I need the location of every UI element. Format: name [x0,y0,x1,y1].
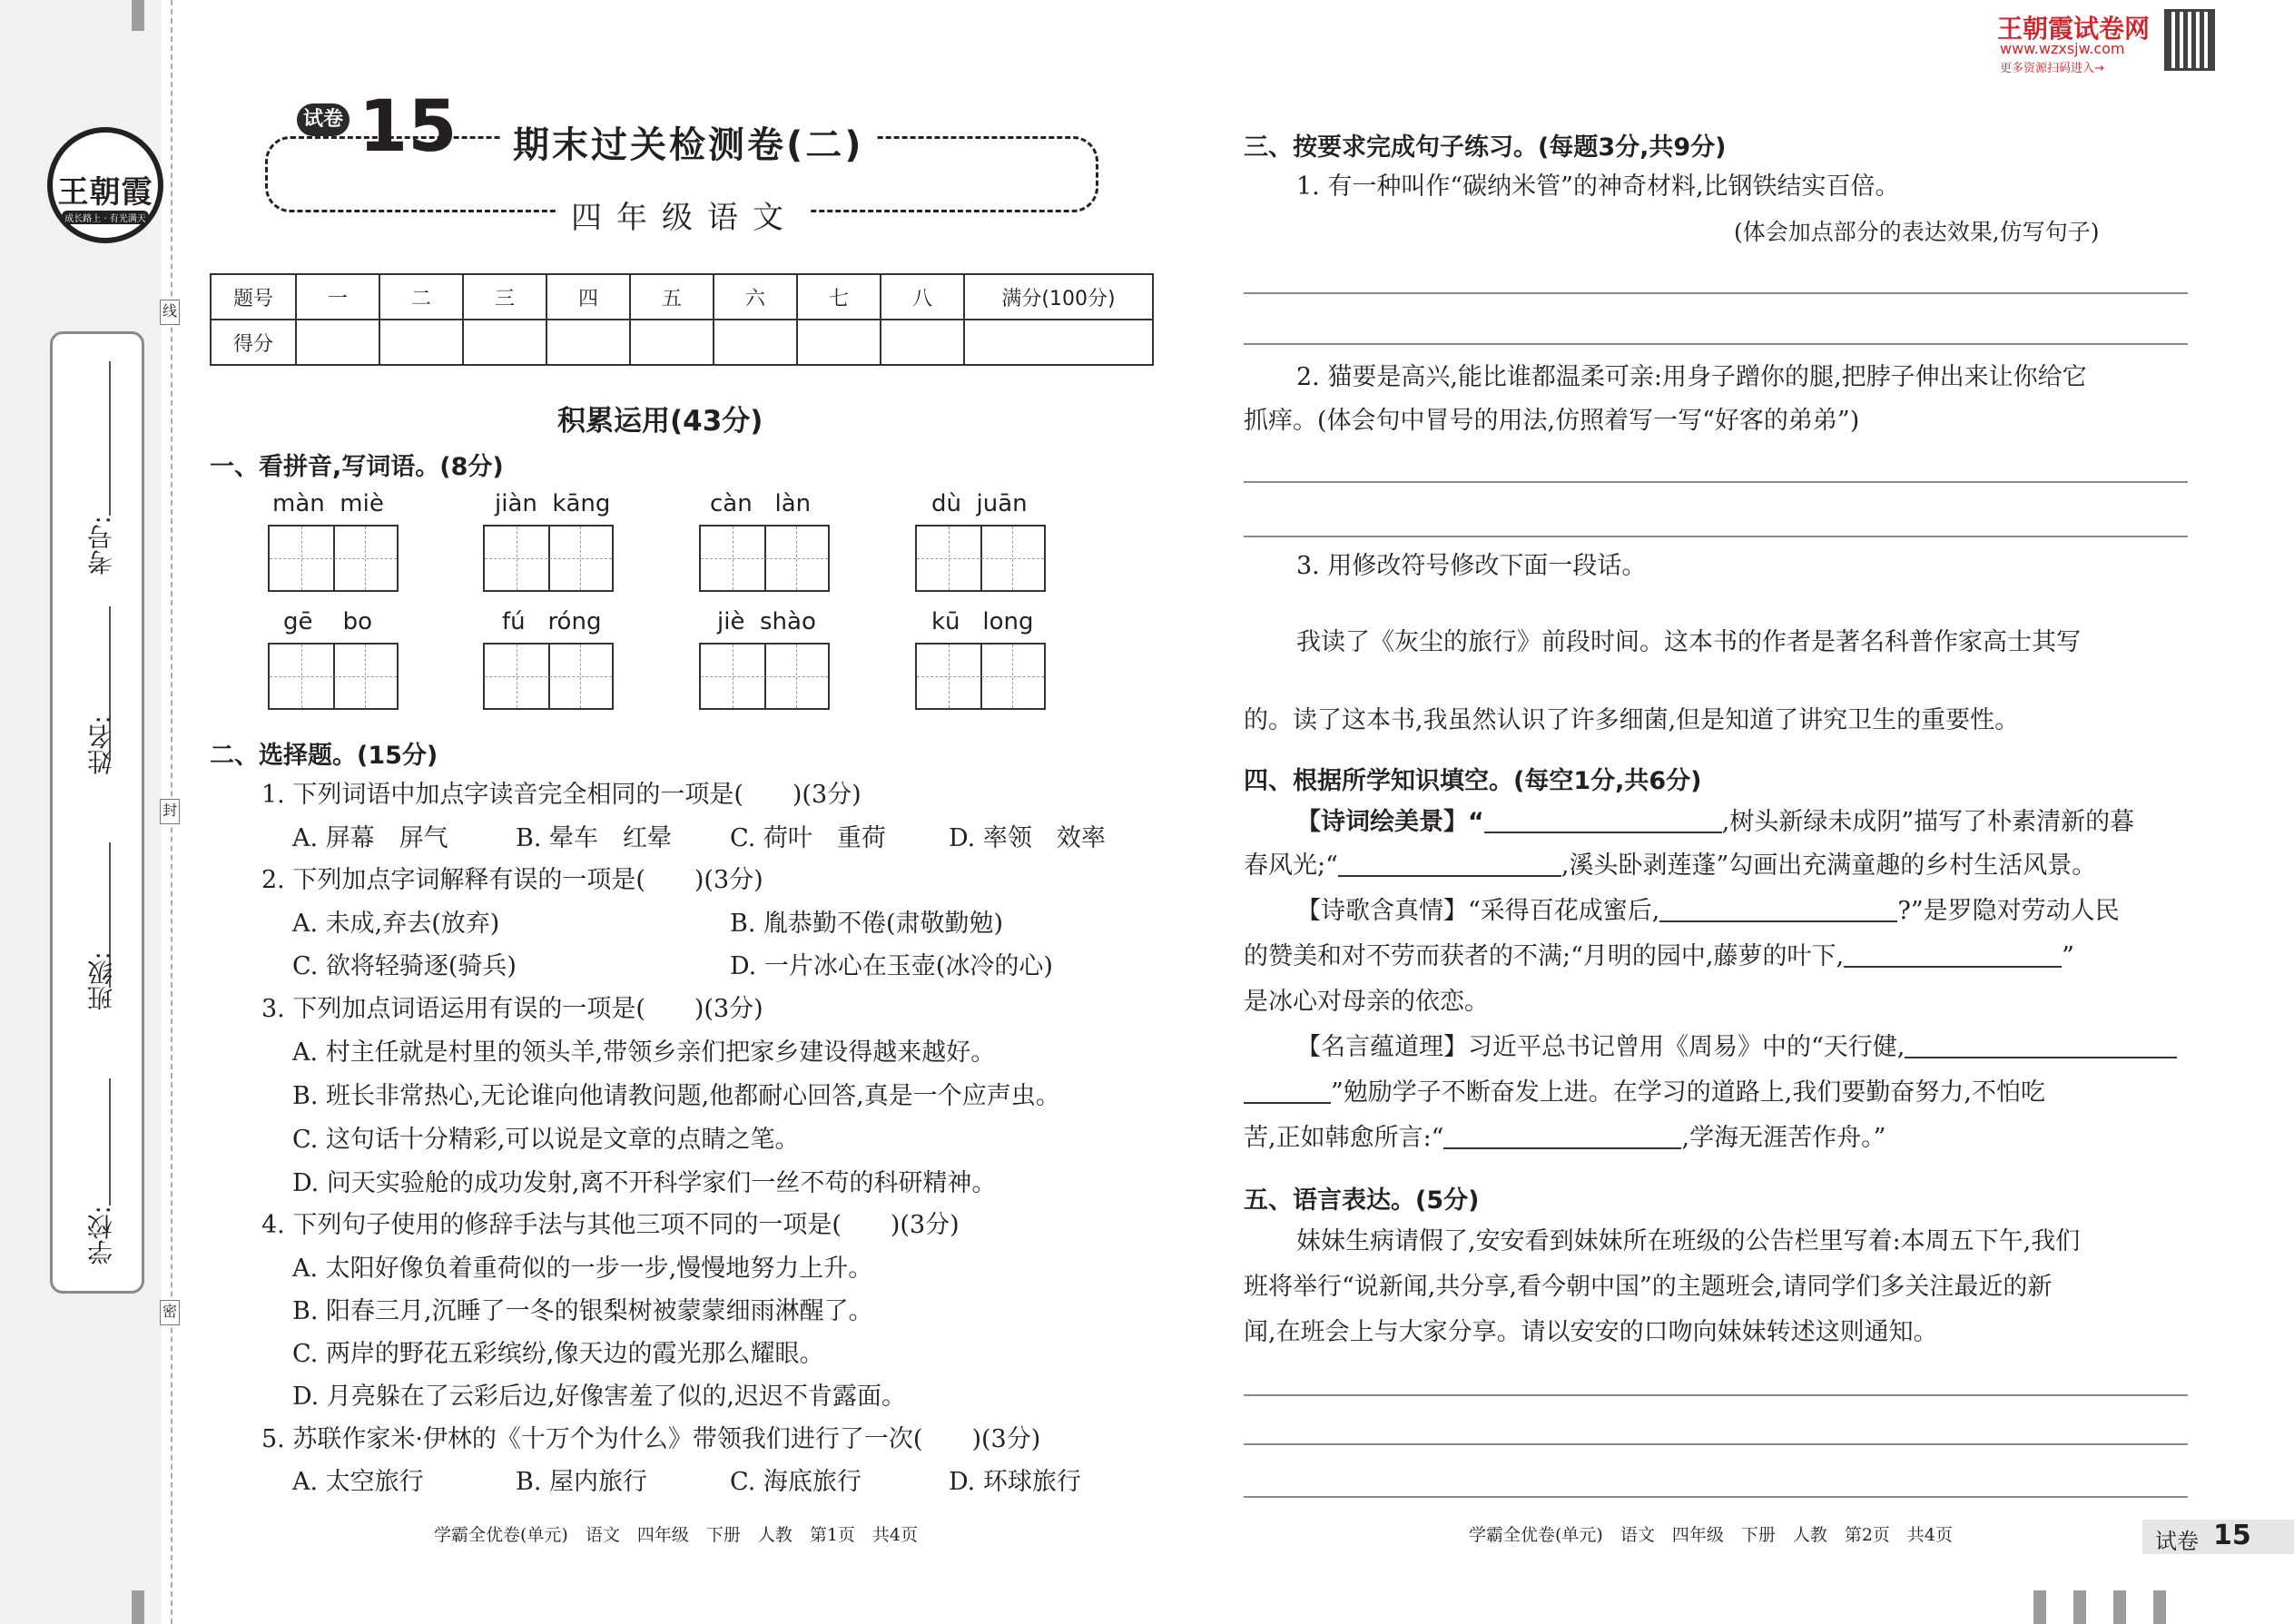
writing-grid[interactable] [483,643,614,710]
pinyin: kū long [931,608,1034,635]
page-subtitle: 四年级语文 [558,192,811,237]
edge-mark [2113,1590,2126,1624]
paper-badge: 试卷 [297,103,350,136]
sentence-question: 1. 有一种叫作“碳纳米管”的神奇材料,比钢铁结实百倍。 [1296,172,1900,201]
brand-name: 王朝霞试卷网 [1997,14,2151,44]
fill-blank[interactable] [1443,1122,1681,1149]
choice-option[interactable]: D. 环球旅行 [949,1468,1081,1496]
fill-line: 苦,正如韩愈所言:“ ,学海无涯苦作舟。” [1244,1124,1886,1152]
choice-option[interactable]: D. 月亮躲在了云彩后边,好像害羞了似的,迟迟不肯露面。 [292,1383,907,1411]
fill-line: 【名言蕴道理】习近平总书记曾用《周易》中的“天行健, [1296,1029,2177,1066]
score-row-label: 得分 [211,320,296,365]
answer-line[interactable] [1244,292,2188,294]
fill-blank[interactable] [1244,1077,1331,1104]
choice-option[interactable]: B. 晕车 红晕 [516,824,673,852]
choice-option[interactable]: A. 未成,弃去(放弃) [292,910,500,938]
score-cell: 六 [714,274,797,320]
score-header-row [211,274,1153,320]
fill-line: 是冰心对母亲的依恋。 [1244,988,1489,1016]
question-stem: 3. 下列加点词语运用有误的一项是( )(3分) [261,995,763,1023]
edge-mark [2153,1590,2166,1624]
fill-line: ”勉励学子不断奋发上进。在学习的道路上,我们要勤奋努力,不怕吃 [1244,1075,2045,1111]
choice-option[interactable]: C. 海底旅行 [730,1468,861,1496]
brand-logo [47,127,163,243]
school-label: 学校: [86,1206,116,1265]
score-input[interactable] [379,320,463,365]
score-cell: 四 [546,274,630,320]
section-2-heading: 二、选择题。(15分) [210,742,438,770]
choice-option[interactable]: B. 胤恭勤不倦(肃敬勤勉) [730,910,1004,938]
fill-line: 春风光;“ ,溪头卧剥莲蓬”勾画出充满童趣的乡村生活风景。 [1244,851,2097,880]
score-cell: 三 [463,274,546,320]
pinyin: gē bo [283,608,372,635]
answer-line[interactable] [1244,481,2188,483]
section-3-heading: 三、按要求完成句子练习。(每题3分,共9分) [1244,133,1727,162]
score-input[interactable] [463,320,546,365]
part-title: 积累运用(43分) [557,405,763,438]
student-info-box [50,331,144,1294]
fill-blank[interactable] [1905,1031,2177,1058]
writing-grid[interactable] [268,643,399,710]
score-cell: 七 [797,274,881,320]
choice-option[interactable]: D. 一片冰心在玉壶(冰冷的心) [730,952,1053,980]
pinyin: jiàn kāng [495,490,611,517]
score-input[interactable] [296,320,379,365]
score-cell: 题号 [211,274,296,320]
pinyin: dù juān [931,490,1028,517]
writing-grid[interactable] [268,525,399,592]
choice-option[interactable]: C. 荷叶 重荷 [730,824,886,852]
fill-blank[interactable] [1844,940,2062,968]
page-tab [2142,1520,2294,1554]
choice-option[interactable]: B. 班长非常热心,无论谁向他请教问题,他都耐心回答,真是一个应声虫。 [292,1082,1060,1110]
question-stem: 5. 苏联作家米·伊林的《十万个为什么》带领我们进行了一次( )(3分) [261,1425,1041,1453]
logo-name: 王朝霞 [57,174,153,211]
prompt-text: 闻,在班会上与大家分享。请以安安的口吻向妹妹转述这则通知。 [1244,1318,1938,1346]
choice-option[interactable]: A. 屏幕 屏气 [292,824,448,852]
section-5-heading: 五、语言表达。(5分) [1244,1186,1480,1215]
answer-line[interactable] [1244,1496,2188,1498]
edge-mark [132,1590,144,1624]
score-cell: 一 [296,274,379,320]
brand-url[interactable]: www.wzxsjw.com [2000,40,2125,57]
score-table [210,273,1154,366]
choice-option[interactable]: C. 这句话十分精彩,可以说是文章的点睛之笔。 [292,1126,800,1154]
sentence-question: 3. 用修改符号修改下面一段话。 [1296,552,1647,580]
logo-slogan: 成长路上 · 有光满天 [62,211,149,224]
revise-paragraph[interactable]: 我读了《灰尘的旅行》前段时间。这本书的作者是著名科普作家高士其写 [1296,628,2081,656]
pinyin: càn làn [710,490,812,517]
score-cell: 二 [379,274,463,320]
seal-mark-feng: 封 [160,799,180,824]
sentence-question: 2. 猫要是高兴,能比谁都温柔可亲:用身子蹭你的腿,把脖子伸出来让你给它 [1296,363,2087,391]
choice-option[interactable]: C. 两岸的野花五彩缤纷,像天边的霞光那么耀眼。 [292,1340,824,1368]
page-title: 期末过关检测卷(二) [502,116,875,168]
revise-paragraph[interactable]: 的。读了这本书,我虽然认识了许多细菌,但是知道了讲究卫生的重要性。 [1244,706,2020,734]
pinyin: màn miè [272,490,384,517]
fill-blank[interactable] [1338,850,1561,877]
fill-blank[interactable] [1484,806,1722,833]
fill-line: 【诗词绘美景】“ ,树头新绿未成阴”描写了朴素清新的暮 [1296,808,2135,836]
choice-option[interactable]: A. 太空旅行 [292,1468,424,1496]
class-label: 班级: [86,951,116,1011]
answer-line[interactable] [1244,1394,2188,1396]
choice-option[interactable]: B. 阳春三月,沉睡了一冬的银梨树被蒙蒙细雨淋醒了。 [292,1297,873,1325]
question-stem: 1. 下列词语中加点字读音完全相同的一项是( )(3分) [261,781,861,809]
choice-option[interactable]: B. 屋内旅行 [516,1468,648,1496]
writing-grid[interactable] [483,525,614,592]
edge-mark [2033,1590,2046,1624]
school-line [109,1078,111,1206]
pinyin: jiè shào [717,608,816,635]
choice-option[interactable]: A. 太阳好像负着重荷似的一步一步,慢慢地努力上升。 [292,1255,873,1283]
paper-number: 15 [359,86,458,168]
score-cell: 八 [881,274,964,320]
writing-grid[interactable] [699,643,830,710]
score-cell: 五 [630,274,714,320]
seal-mark-xian: 线 [160,300,180,325]
edge-mark [2073,1590,2086,1624]
prompt-text: 妹妹生病请假了,安安看到妹妹所在班级的公告栏里写着:本周五下午,我们 [1296,1227,2081,1255]
score-input[interactable] [881,320,964,365]
question-stem: 4. 下列句子使用的修辞手法与其他三项不同的一项是( )(3分) [261,1211,960,1239]
writing-grid[interactable] [915,525,1046,592]
footer-left: 学霸全优卷(单元) 语文 四年级 下册 人教 第1页 共4页 [434,1525,919,1545]
score-input[interactable] [546,320,630,365]
name-label: 姓名: [86,715,116,775]
choice-option[interactable]: A. 村主任就是村里的领头羊,带领乡亲们把家乡建设得越来越好。 [292,1038,996,1067]
pinyin: fú róng [502,608,602,635]
score-input[interactable] [964,320,1153,365]
section-1-heading: 一、看拼音,写词语。(8分) [210,453,504,481]
section-4-heading: 四、根据所学知识填空。(每空1分,共6分) [1244,767,1702,795]
prompt-text: 班将举行“说新闻,共分享,看今朝中国”的主题班会,请同学们多关注最近的新 [1244,1273,2053,1301]
kaohao-label: 考号: [86,516,116,576]
choice-option[interactable]: D. 问天实验舱的成功发射,离不开科学家们一丝不苟的科研精神。 [292,1169,997,1197]
tab-number: 15 [2213,1520,2251,1551]
writing-grid[interactable] [699,525,830,592]
sentence-question: 抓痒。(体会句中冒号的用法,仿照着写一写“好客的弟弟”) [1244,407,1860,435]
tab-label: 试卷 [2155,1529,2199,1554]
score-cell: 满分(100分) [964,274,1153,320]
score-value-row [211,320,1153,365]
fill-blank[interactable] [1659,895,1897,922]
choice-option[interactable]: C. 欲将轻骑逐(骑兵) [292,952,517,980]
fill-line: 【诗歌含真情】“采得百花成蜜后, ?”是罗隐对劳动人民 [1296,897,2120,925]
writing-grid[interactable] [915,643,1046,710]
score-input[interactable] [797,320,881,365]
answer-line[interactable] [1244,536,2188,537]
choice-option[interactable]: D. 率领 效率 [949,824,1106,852]
score-input[interactable] [714,320,797,365]
qr-code-icon[interactable] [2164,9,2215,71]
kaohao-line [109,361,111,516]
fill-line: 的赞美和对不劳而获者的不满;“月明的园中,藤萝的叶下, ” [1244,942,2074,970]
sentence-hint: (体会加点部分的表达效果,仿写句子) [1734,219,2100,245]
footer-right: 学霸全优卷(单元) 语文 四年级 下册 人教 第2页 共4页 [1469,1525,1954,1545]
score-input[interactable] [630,320,714,365]
edge-mark [132,0,144,31]
question-stem: 2. 下列加点字词解释有误的一项是( )(3分) [261,866,763,894]
seal-mark-mi: 密 [160,1300,180,1325]
answer-line[interactable] [1244,1443,2188,1445]
brand-tagline: 更多资源扫码进入→ [2000,62,2104,75]
answer-line[interactable] [1244,343,2188,345]
